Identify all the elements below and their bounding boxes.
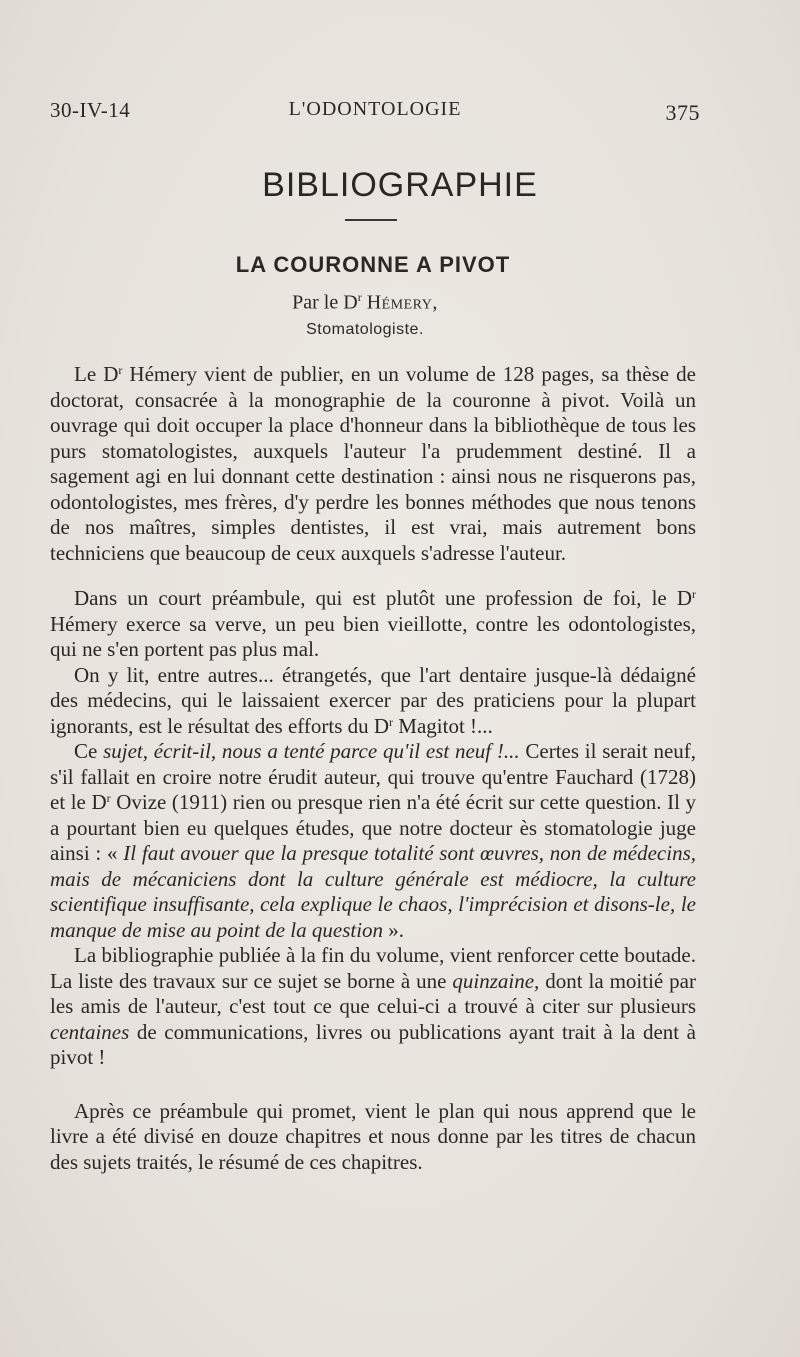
p5-italic-1: quinzaine, — [452, 968, 540, 993]
p5-text-c: de communications, livres ou publications ayant trait à la dent à pivot ! — [50, 1019, 696, 1069]
paragraph-3 — [50, 663, 696, 740]
paragraph-2 — [50, 586, 696, 663]
p4-italic-1: sujet, écrit-il, nous a tenté parce qu'il est neuf !... — [103, 739, 520, 763]
page-number: 375 — [665, 100, 700, 125]
byline-prefix: Par le D — [292, 291, 358, 314]
p2-sup: r — [692, 587, 696, 601]
paragraph-5 — [50, 943, 696, 1071]
running-header — [50, 98, 700, 128]
p3-text-a: On y lit, entre autres... étrangetés, que l'art dentaire jusque-là dédaigné des médecins, qui le laissaient exercer par des praticiens pour la plupart ignorants, est le résultat des efforts du D — [50, 662, 696, 738]
author-role: Stomatologiste. — [306, 321, 424, 338]
section-title: BIBLIOGRAPHIE — [262, 166, 538, 204]
title-rule — [345, 219, 397, 221]
p6-text-a: Après ce préambule qui promet, vient le plan qui nous apprend que le livre a été divisé en douze chapitres et nous donne par les titres de chacun des sujets traités, le résumé de ces chapitres. — [50, 1098, 696, 1174]
p4-sup: r — [106, 791, 111, 805]
paragraph-4 — [50, 739, 696, 943]
p1-text-a: Le D — [74, 362, 119, 386]
byline — [0, 290, 730, 315]
p5-text-b: dont la moitié par les amis de l'auteur, c'est tout ce que celui-ci a trouvé à citer sur plusieurs — [50, 968, 696, 1018]
article-body — [50, 362, 696, 1175]
p4-text-d: ». — [383, 917, 405, 942]
p4-italic-2: Il faut avouer que la presque totalité sont œuvres, non de médecins, mais de mécaniciens dont la culture générale est médiocre, la culture scientifique insuffisante, cela explique le chaos, l'imprécision et disons-le, le manque de mise au point de la question — [50, 841, 696, 942]
p4-text-a: Ce — [74, 739, 104, 763]
p5-italic-2: centaines — [50, 1019, 130, 1044]
p4-text-b: Certes il serait neuf, s'il fallait en croire notre érudit auteur, qui trouve qu'entre Fauchard (1728) et le D — [50, 739, 697, 814]
p1-text-b: Hémery vient de publier, en un volume de 128 pages, sa thèse de doctorat, consacrée à la monographie de la couronne à pivot. Voilà un ouvrage qui doit occuper la place d'honneur dans la bibliothèque de tous les purs stomatologistes, auxquels l'auteur l'a prudemment destiné. Il a sagement agi en lui donnant cette destination : ainsi nous ne risquerons pas, odontologistes, mes frères, d'y perdre les bonnes méthodes que nous tenons de nos maîtres, simples dentistes, il est vrai, mais autrement bons techniciens que beaucoup de ceux auxquels s'adresse l'auteur. — [50, 362, 696, 565]
p2-text-a: Dans un court préambule, qui est plutôt une profession de foi, le D — [74, 586, 692, 610]
author-name: Hémery, — [366, 291, 438, 314]
p5-text-a: La bibliographie publiée à la fin du volume, vient renforcer cette boutade. La liste des travaux sur ce sujet se borne à une — [50, 943, 696, 993]
paragraph-1 — [50, 362, 696, 566]
header-date: 30-IV-14 — [50, 98, 131, 122]
p2-text-b: Hémery exerce sa verve, un peu bien vieillotte, contre les odontologistes, qui ne s'en portent pas plus mal. — [50, 611, 696, 661]
p1-sup: r — [118, 363, 123, 377]
p3-sup: r — [389, 714, 394, 729]
article-title: LA COURONNE A PIVOT — [235, 252, 511, 277]
p4-text-c: Ovize (1911) rien ou presque rien n'a été écrit sur cette question. Il y a pourtant bien eu quelques études, que notre docteur ès stomatologie juge ainsi : « — [50, 790, 696, 865]
p3-text-b: Magitot !... — [393, 713, 493, 738]
header-journal: L'ODONTOLOGIE — [288, 98, 462, 120]
byline-sup: r — [357, 290, 362, 304]
paragraph-6 — [50, 1099, 696, 1176]
